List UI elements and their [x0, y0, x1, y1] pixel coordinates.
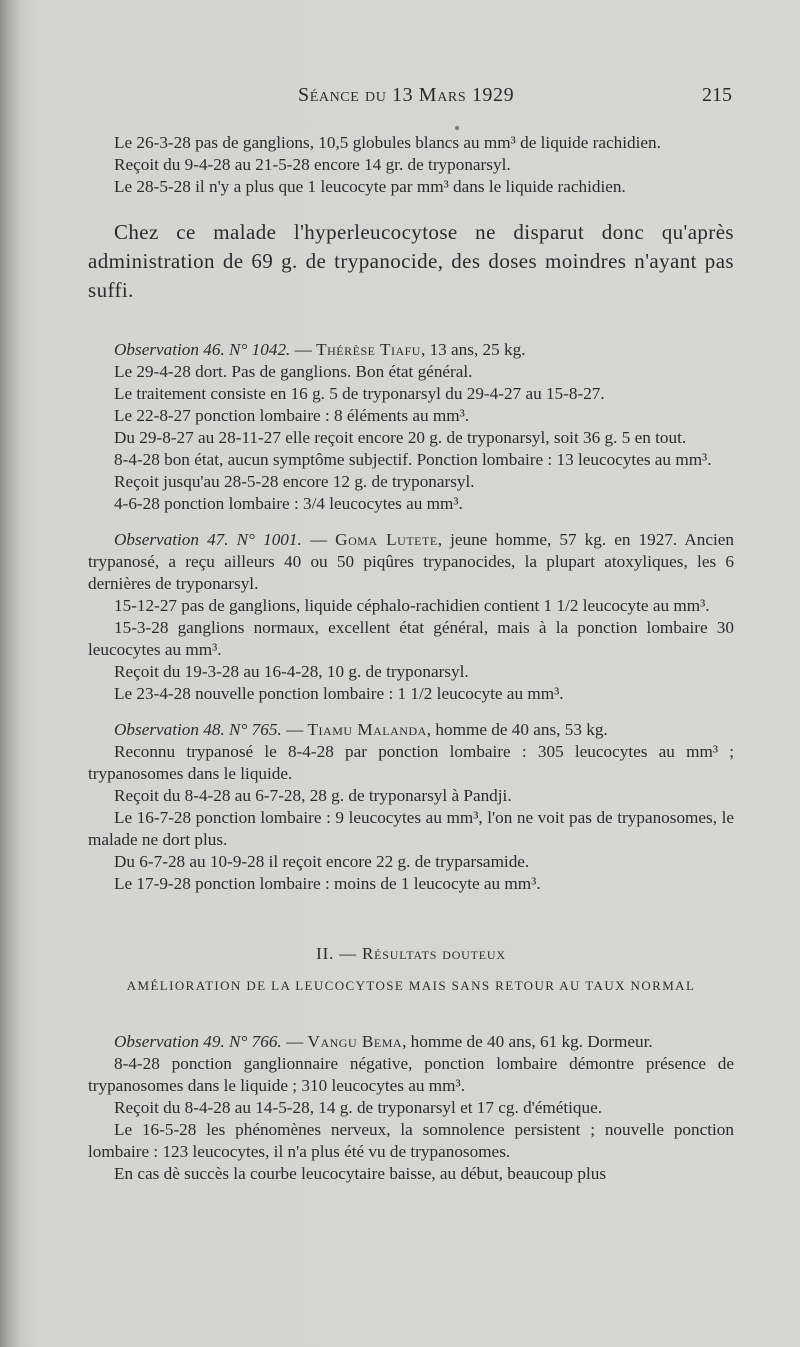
- summary-paragraph: Chez ce malade l'hyperleucocytose ne disparut donc qu'après administration de 69 g. de trypanocide, des doses moindres n'ayant pas suffi.: [88, 220, 734, 302]
- observation-details: , homme de 40 ans, 61 kg. Dormeur.: [402, 1032, 653, 1051]
- observation-47-intro: [88, 529, 734, 595]
- paragraph: Le 16-7-28 ponction lombaire : 9 leucocytes au mm³, l'on ne voit pas de trypanosomes, le malade ne dort plus.: [88, 808, 734, 849]
- dash: —: [301, 530, 336, 549]
- paragraph: Reçoit du 19-3-28 au 16-4-28, 10 g. de tryponarsyl.: [114, 662, 469, 681]
- running-head: Séance du 13 Mars 1929: [298, 84, 515, 106]
- paragraph: 4-6-28 ponction lombaire : 3/4 leucocytes au mm³.: [114, 494, 463, 513]
- dash: —: [281, 720, 308, 739]
- page-body: [88, 132, 734, 1185]
- paragraph: Le 22-8-27 ponction lombaire : 8 éléments au mm³.: [114, 406, 470, 425]
- paragraph: En cas dè succès la courbe leucocytaire baisse, au début, beaucoup plus: [114, 1164, 607, 1183]
- observation-label: Observation 47. N° 1001.: [114, 530, 302, 549]
- paragraph: 8-4-28 bon état, aucun symptôme subjectif. Ponction lombaire : 13 leucocytes au mm³.: [114, 450, 712, 469]
- paragraph: Le 28-5-28 il n'y a plus que 1 leucocyte par mm³ dans le liquide rachidien.: [114, 177, 626, 196]
- patient-name: Goma Lutete: [335, 530, 438, 549]
- paragraph: Le 16-5-28 les phénomènes nerveux, la somnolence persistent ; nouvelle ponction lombaire : 123 leucocytes, il n'a plus été vu de trypanosomes.: [88, 1120, 734, 1161]
- paragraph: Reçoit du 9-4-28 au 21-5-28 encore 14 gr. de tryponarsyl.: [114, 155, 511, 174]
- paragraph: Le 23-4-28 nouvelle ponction lombaire : 1 1/2 leucocyte au mm³.: [114, 684, 564, 703]
- page-header: [88, 84, 734, 112]
- observation-46-intro: [88, 339, 734, 361]
- paragraph: 15-3-28 ganglions normaux, excellent état général, mais à la ponction lombaire 30 leucocytes au mm³.: [88, 618, 734, 659]
- observation-label: Observation 46. N° 1042.: [114, 340, 291, 359]
- paragraph: Le 26-3-28 pas de ganglions, 10,5 globules blancs au mm³ de liquide rachidien.: [114, 133, 661, 152]
- paragraph: 15-12-27 pas de ganglions, liquide céphalo-rachidien contient 1 1/2 leucocyte au mm³.: [114, 596, 710, 615]
- page-number: 215: [702, 84, 732, 106]
- paragraph: Reconnu trypanosé le 8-4-28 par ponction lombaire : 305 leucocytes au mm³ ; trypanosomes dans le liquide.: [88, 742, 734, 783]
- observation-label: Observation 48. N° 765.: [114, 720, 282, 739]
- observation-label: Observation 49. N° 766.: [114, 1032, 282, 1051]
- paragraph: Du 29-8-27 au 28-11-27 elle reçoit encore 20 g. de tryponarsyl, soit 36 g. 5 en tout.: [114, 428, 687, 447]
- paragraph: Le traitement consiste en 16 g. 5 de tryponarsyl du 29-4-27 au 15-8-27.: [114, 384, 605, 403]
- paragraph: 8-4-28 ponction ganglionnaire négative, ponction lombaire démontre présence de trypanosomes dans le liquide ; 310 leucocytes au mm³.: [88, 1054, 734, 1095]
- patient-name: Thérèse Tiafu: [316, 340, 421, 359]
- paragraph: Reçoit jusqu'au 28-5-28 encore 12 g. de tryponarsyl.: [114, 472, 475, 491]
- observation-48-intro: [88, 719, 734, 741]
- paragraph: Le 17-9-28 ponction lombaire : moins de 1 leucocyte au mm³.: [114, 874, 541, 893]
- patient-name: Vangu Bema: [307, 1032, 403, 1051]
- observation-49-intro: [88, 1031, 734, 1053]
- subsection-heading: AMÉLIORATION DE LA LEUCOCYTOSE MAIS SANS RETOUR AU TAUX NORMAL: [126, 978, 696, 993]
- paragraph: Reçoit du 8-4-28 au 6-7-28, 28 g. de tryponarsyl à Pandji.: [114, 786, 512, 805]
- paragraph: Le 29-4-28 dort. Pas de ganglions. Bon état général.: [114, 362, 473, 381]
- observation-details: , homme de 40 ans, 53 kg.: [426, 720, 608, 739]
- paragraph: Reçoit du 8-4-28 au 14-5-28, 14 g. de tryponarsyl et 17 cg. d'émétique.: [114, 1098, 603, 1117]
- dash: —: [281, 1032, 308, 1051]
- dash: —: [290, 340, 317, 359]
- ink-speck: [455, 126, 459, 130]
- observation-details: , 13 ans, 25 kg.: [420, 340, 526, 359]
- paragraph: Du 6-7-28 au 10-9-28 il reçoit encore 22 g. de tryparsamide.: [114, 852, 530, 871]
- observation-details: , jeune homme, 57 kg. en 1927. Ancien trypanosé, a reçu ailleurs 40 ou 50 piqûres trypanocides, la plupart atoxyliques, les 6 dernières de tryponarsyl.: [88, 530, 735, 593]
- section-heading: II. — Résultats douteux: [316, 944, 506, 963]
- patient-name: Tiamu Malanda: [307, 720, 427, 739]
